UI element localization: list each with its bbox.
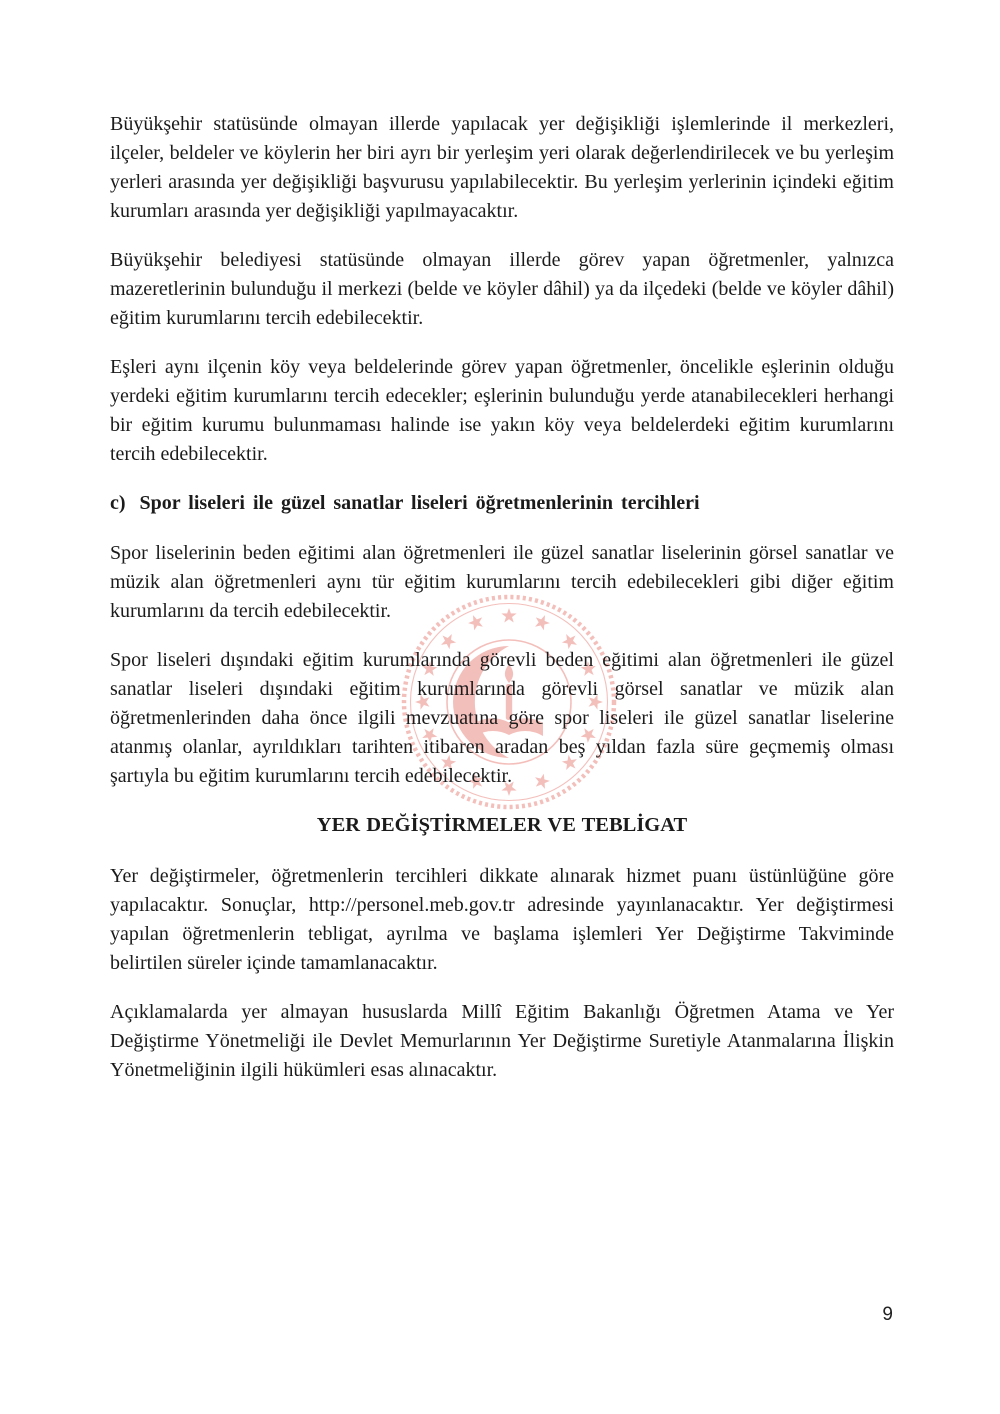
paragraph-text: adresinde yayınlanacaktır. Yer değiştirmesi yapılan öğretmenlerin tebligat, ayrılma ve başlama işlemleri Yer Değiştirme Takviminde belirtilen süreler içinde tamamlanacaktır. <box>110 894 894 974</box>
paragraph-yer-degistirmeler <box>110 862 894 978</box>
paragraph-buyuksehir-yer-degisikligi: Büyükşehir statüsünde olmayan illerde yapılacak yer değişikliği işlemlerinde il merkezleri, ilçeler, beldeler ve köylerin her biri ayrı bir yerleşim yeri olarak değerlendirilecek ve bu yerleşim yerleri arasında yer değişikliği başvurusu yapılabilecektir. Bu yerleşim yerlerinin içindeki eğitim kurumları arasında yer değişikliği yapılmayacaktır. <box>110 113 894 222</box>
personel-meb-url-text: http://personel.meb.gov.tr <box>308 894 515 916</box>
paragraph-aciklamalar: Açıklamalarda yer almayan hususlarda Millî Eğitim Bakanlığı Öğretmen Atama ve Yer Değiştirme Yönetmeliği ile Devlet Memurlarının Yer Değiştirme Suretiyle Atanmalarına İlişkin Yönetmeliğinin ilgili hükümleri esas alınacaktır. <box>110 1001 894 1081</box>
page-number: 9 <box>882 1304 893 1325</box>
subsection-heading-c <box>110 489 894 518</box>
paragraph-spor-liseleri-tercih: Spor liselerinin beden eğitimi alan öğretmenleri ile güzel sanatlar liselerinin görsel sanatlar ve müzik alan öğretmenleri aynı tür eğitim kurumlarını tercih edebilecekleri gibi diğer eğitim kurumlarını da tercih edebilecektir. <box>110 542 894 622</box>
document-content <box>110 110 894 1105</box>
paragraph-spor-liseleri-disindaki: Spor liseleri dışındaki eğitim kurumlarında görevli beden eğitimi alan öğretmenleri ile güzel sanatlar liseleri dışındaki eğitim kurumlarında görevli görsel sanatlar ve müzik alan öğretmenlerinden daha önce ilgili mevzuatına göre spor liseleri ile güzel sanatlar liselerine atanmış olanlar, ayrıldıkları tarihten itibaren aradan beş yıldan fazla süre geçmemiş olması şartıyla bu eğitim kurumlarını tercih edebilecektir. <box>110 649 894 787</box>
paragraph-buyuksehir-belediyesi: Büyükşehir belediyesi statüsünde olmayan illerde görev yapan öğretmenler, yalnızca mazeretlerinin bulunduğu il merkezi (belde ve köyler dâhil) ya da ilçedeki (belde ve köyler dâhil) eğitim kurumlarını tercih edebilecektir. <box>110 249 894 329</box>
section-heading-yer-degistirmeler: YER DEĞİŞTİRMELER VE TEBLİGAT <box>316 814 688 836</box>
subsection-letter: c) <box>110 492 126 514</box>
subsection-title: Spor liseleri ile güzel sanatlar liseleri öğretmenlerinin tercihleri <box>139 492 700 514</box>
paragraph-esler-ayni-ilce: Eşleri aynı ilçenin köy veya beldelerinde görev yapan öğretmenler, öncelikle eşlerinin olduğu yerdeki eğitim kurumlarını tercih edecekler; eşlerinin bulunduğu yerde atanabilecekleri herhangi bir eğitim kurumu bulunmaması halinde ise yakın köy veya beldelerdeki eğitim kurumlarını tercih edebilecektir. <box>110 356 894 465</box>
paragraph-text: Yer değiştirmeler, öğretmenlerin tercihleri dikkate alınarak hizmet puanı üstünlüğüne göre yapılacaktır. Sonuçlar, <box>110 865 894 916</box>
